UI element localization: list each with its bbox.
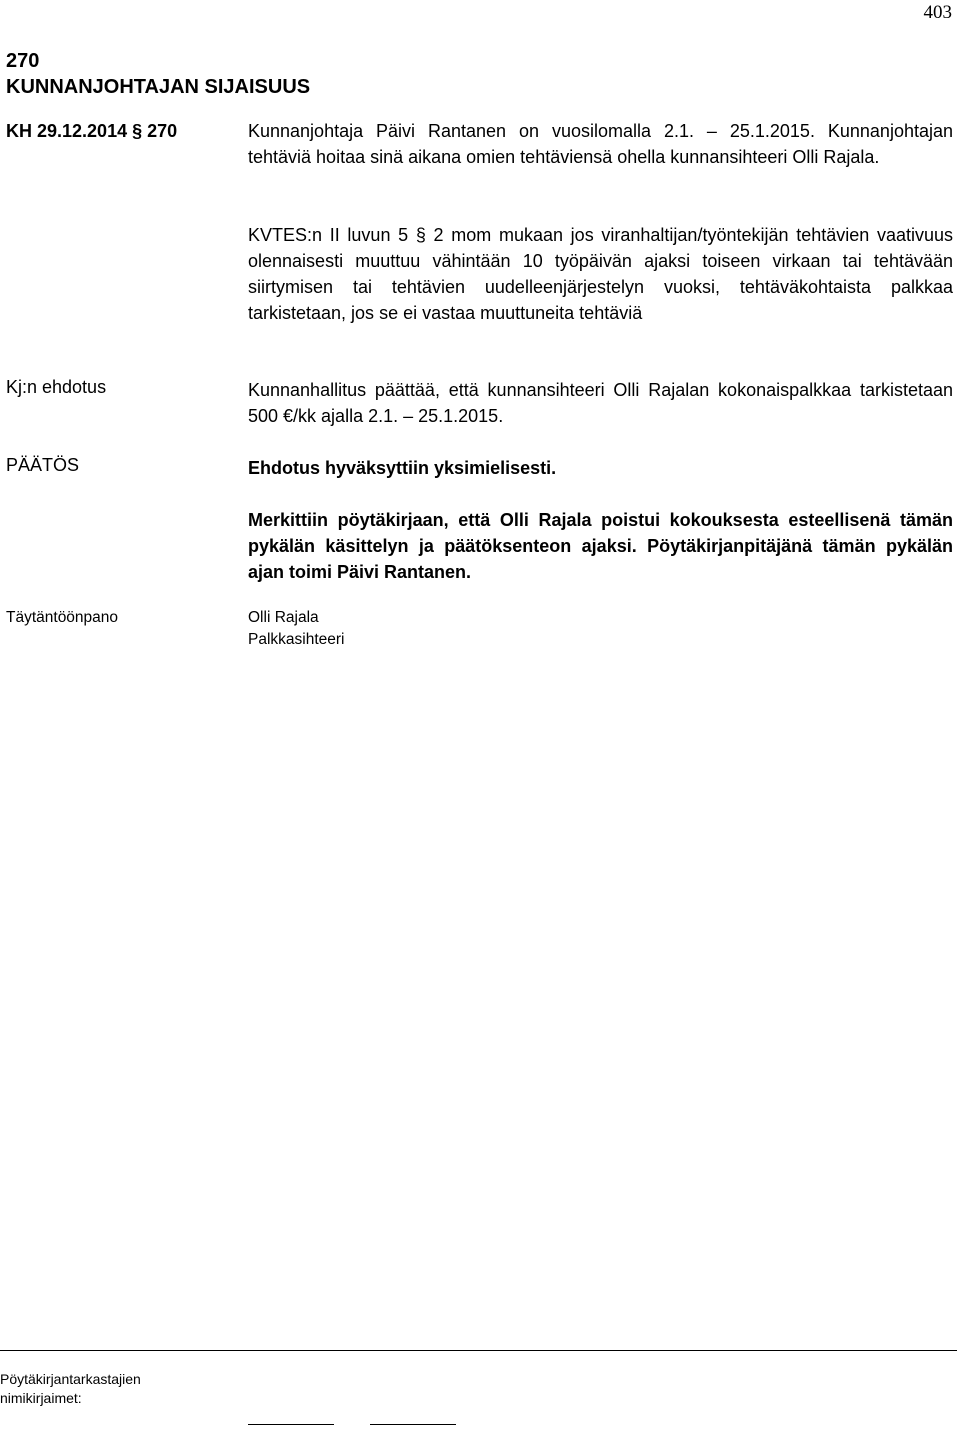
implementation-name: Olli Rajala bbox=[248, 609, 319, 626]
proposal-label: Kj:n ehdotus bbox=[6, 377, 107, 397]
decision-text: Ehdotus hyväksyttiin yksimielisesti. bbox=[248, 458, 557, 478]
footer-label-line2: nimikirjaimet: bbox=[0, 1390, 82, 1406]
footer-initials-label bbox=[0, 1370, 141, 1408]
section-title: KUNNANJOHTAJAN SIJAISUUS bbox=[6, 76, 311, 98]
implementation-label: Täytäntöönpano bbox=[6, 609, 119, 626]
initials-line-1 bbox=[248, 1424, 334, 1425]
decision-label: PÄÄTÖS bbox=[6, 455, 80, 475]
proposal-text: Kunnanhallitus päättää, että kunnansihteeri Olli Rajalan kokonaispalkkaa tarkistetaan 500 €/kk ajalla 2.1. – 25.1.2015. bbox=[248, 380, 953, 426]
footer-divider bbox=[0, 1350, 957, 1351]
section-number: 270 bbox=[6, 50, 40, 72]
decision-note: Merkittiin pöytäkirjaan, että Olli Rajala poistui kokouksesta esteellisenä tämän pykälän käsittelyn ja päätöksenteon ajaksi. Pöytäkirjanpitäjänä tämän pykälän ajan toimi Päivi Rantanen. bbox=[248, 510, 953, 582]
meeting-reference: KH 29.12.2014 § 270 bbox=[6, 121, 178, 141]
implementation-role: Palkkasihteeri bbox=[248, 631, 345, 648]
page-number: 403 bbox=[923, 2, 952, 23]
regulation-paragraph: KVTES:n II luvun 5 § 2 mom mukaan jos viranhaltijan/työntekijän tehtävien vaativuus olennaisesti muuttuu vähintään 10 työpäivän ajaksi toiseen virkaan tai tehtävään siirtymisen tai tehtävien uudelleenjärjestelyn vuoksi, tehtäväkohtaista palkkaa tarkistetaan, jos se ei vastaa muuttuneita tehtäviä bbox=[248, 225, 953, 323]
background-paragraph: Kunnanjohtaja Päivi Rantanen on vuosilomalla 2.1. – 25.1.2015. Kunnanjohtajan tehtäviä hoitaa sinä aikana omien tehtäviensä ohella kunnansihteeri Olli Rajala. bbox=[248, 121, 953, 167]
footer-label-line1: Pöytäkirjantarkastajien bbox=[0, 1371, 141, 1387]
initials-line-2 bbox=[370, 1424, 456, 1425]
